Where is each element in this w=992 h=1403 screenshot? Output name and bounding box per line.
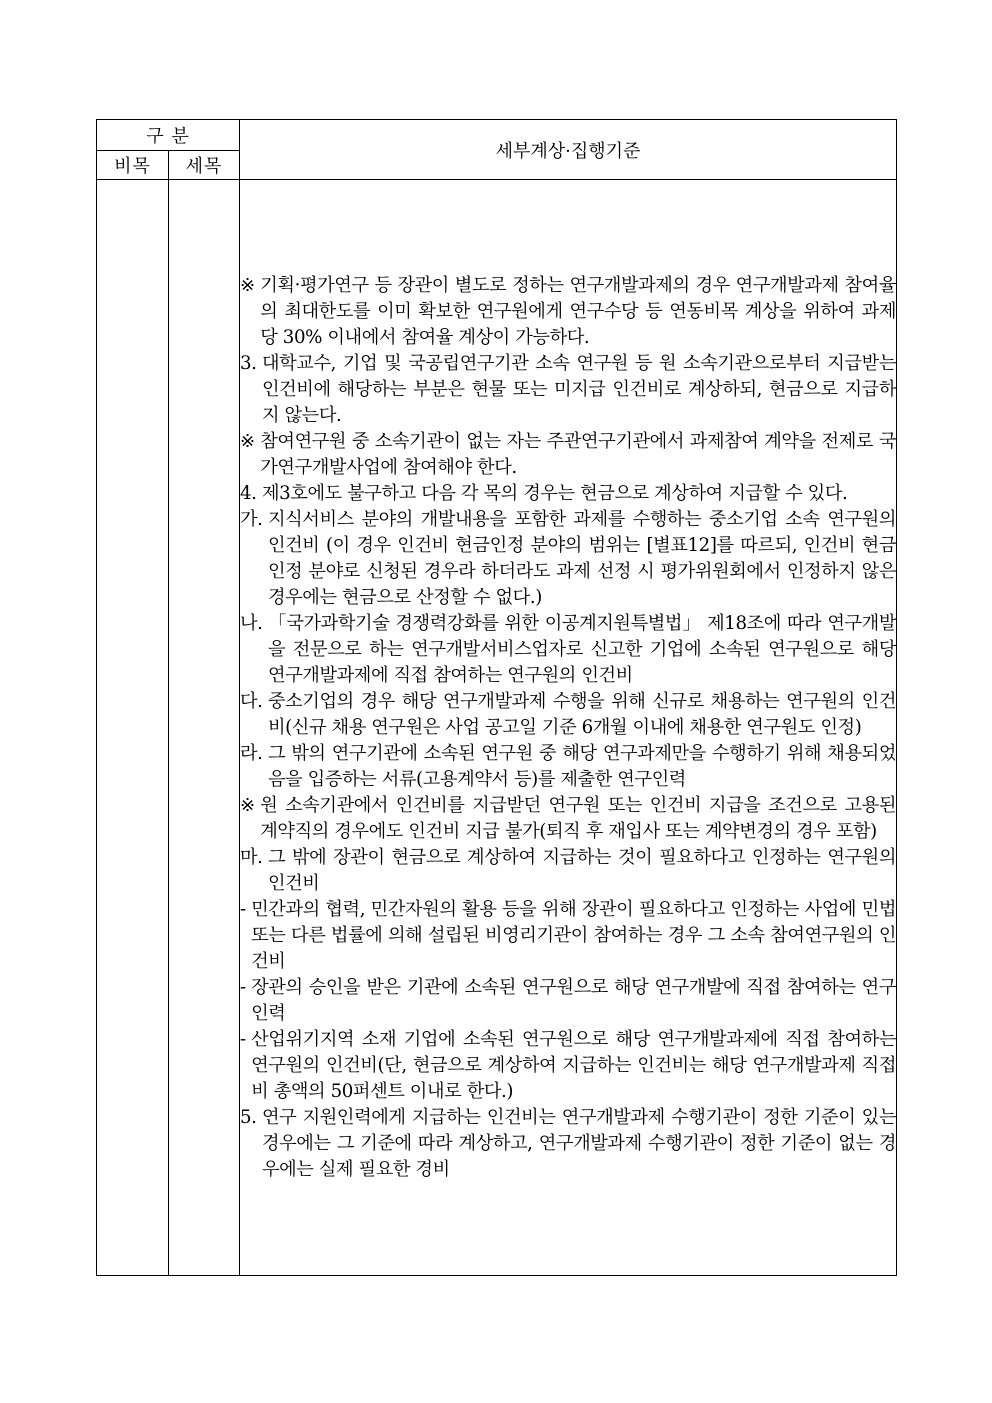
item-marker: 나. bbox=[240, 612, 268, 634]
list-item bbox=[240, 611, 896, 689]
item-text: 장관의 승인을 받은 기관에 소속된 연구원으로 해당 연구개발에 직접 참여하는 연구인력 bbox=[251, 976, 896, 1024]
header-bimok: 비목 bbox=[97, 151, 169, 180]
item-text: 민간과의 협력, 민간자원의 활용 등을 위해 장관이 필요하다고 인정하는 사업에 민법 또는 다른 법률에 의해 설립된 비영리기관이 참여하는 경우 그 소속 참여연구원의 인건비 bbox=[251, 898, 896, 972]
list-item bbox=[240, 689, 896, 741]
item-marker: 5. bbox=[240, 1106, 262, 1128]
item-marker: 다. bbox=[240, 690, 268, 712]
list-item bbox=[240, 273, 896, 351]
header-criteria: 세부계상·집행기준 bbox=[240, 120, 897, 180]
header-gubun: 구 분 bbox=[97, 120, 240, 151]
item-text: 참여연구원 중 소속기관이 없는 자는 주관연구기관에서 과제참여 계약을 전제로 국가연구개발사업에 참여해야 한다. bbox=[260, 430, 896, 478]
item-text: 원 소속기관에서 인건비를 지급받던 연구원 또는 인건비 지급을 조건으로 고용된 계약직의 경우에도 인건비 지급 불가(퇴직 후 재입사 또는 계약변경의 경우 포함) bbox=[260, 794, 896, 842]
semok-cell bbox=[169, 180, 240, 1276]
list-item bbox=[240, 481, 896, 507]
criteria-content bbox=[240, 180, 897, 1276]
bimok-cell bbox=[97, 180, 169, 1276]
list-item bbox=[240, 507, 896, 611]
item-text: 그 밖의 연구기관에 소속된 연구원 중 해당 연구과제만을 수행하기 위해 채용되었음을 입증하는 서류(고용계약서 등)를 제출한 연구인력 bbox=[267, 742, 896, 790]
item-marker: 가. bbox=[240, 508, 268, 530]
item-marker: 라. bbox=[240, 742, 268, 764]
list-item bbox=[240, 975, 896, 1027]
item-marker: - bbox=[240, 1028, 252, 1050]
item-marker: 3. bbox=[240, 352, 262, 374]
item-text: 기획·평가연구 등 장관이 별도로 정하는 연구개발과제의 경우 연구개발과제 참여율의 최대한도를 이미 확보한 연구원에게 연구수당 등 연동비목 계상을 위하여 과제당 30% 이내에서 참여율 계상이 가능하다. bbox=[260, 274, 896, 348]
item-text: 지식서비스 분야의 개발내용을 포함한 과제를 수행하는 중소기업 소속 연구원의 인건비 (이 경우 인건비 현금인정 분야의 범위는 [별표12]를 따르되, 인건비 현금 인정 분야로 신청된 경우라 하더라도 과제 선정 시 평가위원회에서 인정하지 않은 경우에는 현금으로 산정할 수 없다.) bbox=[267, 508, 896, 608]
item-text: 중소기업의 경우 해당 연구개발과제 수행을 위해 신규로 채용하는 연구원의 인건비(신규 채용 연구원은 사업 공고일 기준 6개월 이내에 채용한 연구원도 인정) bbox=[267, 690, 896, 738]
list-item bbox=[240, 793, 896, 845]
list-item bbox=[240, 897, 896, 975]
item-text: 그 밖에 장관이 현금으로 계상하여 지급하는 것이 필요하다고 인정하는 연구원의 인건비 bbox=[267, 846, 896, 894]
item-marker: 4. bbox=[240, 482, 262, 504]
item-text: 「국가과학기술 경쟁력강화를 위한 이공계지원특별법」 제18조에 따라 연구개발을 전문으로 하는 연구개발서비스업자로 신고한 기업에 소속된 연구원으로 해당 연구개발과제에 직접 참여하는 연구원의 인건비 bbox=[267, 612, 896, 686]
budget-criteria-table bbox=[96, 119, 897, 1276]
list-item bbox=[240, 351, 896, 429]
item-marker: - bbox=[240, 976, 252, 998]
item-marker: ※ bbox=[240, 794, 261, 816]
item-text: 산업위기지역 소재 기업에 소속된 연구원으로 해당 연구개발과제에 직접 참여하는 연구원의 인건비(단, 현금으로 계상하여 지급하는 인건비는 해당 연구개발과제 직접비 총액의 50퍼센트 이내로 한다.) bbox=[251, 1028, 896, 1102]
item-marker: ※ bbox=[240, 274, 261, 296]
item-text: 대학교수, 기업 및 국공립연구기관 소속 연구원 등 원 소속기관으로부터 지급받는 인건비에 해당하는 부분은 현물 또는 미지급 인건비로 계상하되, 현금으로 지급하지 않는다. bbox=[261, 352, 896, 426]
item-text: 제3호에도 불구하고 다음 각 목의 경우는 현금으로 계상하여 지급할 수 있다. bbox=[261, 482, 848, 504]
list-item bbox=[240, 429, 896, 481]
item-text: 연구 지원인력에게 지급하는 인건비는 연구개발과제 수행기관이 정한 기준이 있는 경우에는 그 기준에 따라 계상하고, 연구개발과제 수행기관이 정한 기준이 없는 경우에는 실제 필요한 경비 bbox=[261, 1106, 896, 1180]
list-item bbox=[240, 1027, 896, 1105]
list-item bbox=[240, 845, 896, 897]
list-item bbox=[240, 741, 896, 793]
item-marker: 마. bbox=[240, 846, 268, 868]
item-marker: - bbox=[240, 898, 252, 920]
header-semok: 세목 bbox=[169, 151, 240, 180]
list-item bbox=[240, 1105, 896, 1183]
item-marker: ※ bbox=[240, 430, 261, 452]
